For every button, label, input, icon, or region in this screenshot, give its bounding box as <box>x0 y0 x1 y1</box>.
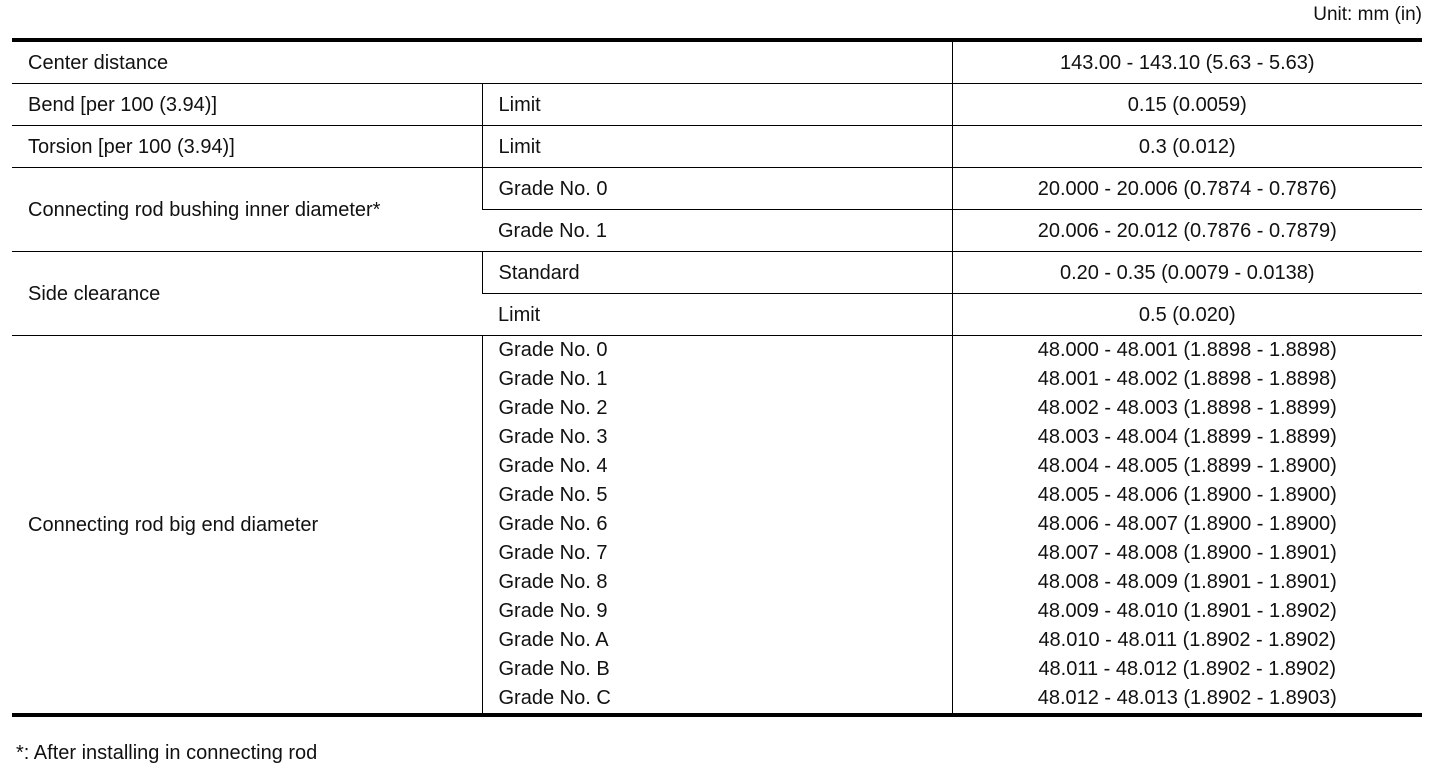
table-row-big-end-diameter <box>12 336 1422 716</box>
grade-item: Grade No. B <box>498 658 610 680</box>
row-label: Connecting rod big end diameter <box>12 336 482 716</box>
grade-value: 48.002 - 48.003 (1.8898 - 1.8899) <box>1037 397 1337 419</box>
unit-label: Unit: mm (in) <box>1313 4 1422 25</box>
row-label: Torsion [per 100 (3.94)] <box>12 126 482 168</box>
grade-item: Grade No. 6 <box>498 513 608 535</box>
grade-item: Grade No. 0 <box>498 339 608 361</box>
row-value: 0.3 (0.012) <box>952 126 1422 168</box>
grade-item: Grade No. 2 <box>498 397 608 419</box>
row-sublabel: Grade No. 0 <box>482 168 952 210</box>
row-value: 0.15 (0.0059) <box>952 84 1422 126</box>
value-list <box>952 336 1422 716</box>
grade-value: 48.001 - 48.002 (1.8898 - 1.8898) <box>1037 368 1337 390</box>
row-sublabel: Standard <box>482 252 952 294</box>
footnote: *: After installing in connecting rod <box>16 742 318 764</box>
row-sublabel: Limit <box>482 126 952 168</box>
grade-value: 48.004 - 48.005 (1.8899 - 1.8900) <box>1037 455 1337 477</box>
grade-list <box>482 336 952 716</box>
row-sublabel: Limit <box>482 294 952 336</box>
grade-value: 48.003 - 48.004 (1.8899 - 1.8899) <box>1037 426 1337 448</box>
grade-item: Grade No. 1 <box>498 368 608 390</box>
row-sublabel: Limit <box>482 84 952 126</box>
grade-item: Grade No. 7 <box>498 542 608 564</box>
grade-value: 48.005 - 48.006 (1.8900 - 1.8900) <box>1037 484 1337 506</box>
row-label: Side clearance <box>12 252 482 336</box>
grade-item: Grade No. 3 <box>498 426 608 448</box>
table-row-bushing-grade-0 <box>12 168 1422 210</box>
grade-value: 48.010 - 48.011 (1.8902 - 1.8902) <box>1038 629 1337 651</box>
connecting-rod-spec-table <box>12 38 1422 717</box>
grade-item: Grade No. 5 <box>498 484 608 506</box>
row-value: 143.00 - 143.10 (5.63 - 5.63) <box>952 40 1422 84</box>
grade-item: Grade No. 4 <box>498 455 608 477</box>
row-label: Center distance <box>12 40 952 84</box>
grade-value: 48.006 - 48.007 (1.8900 - 1.8900) <box>1037 513 1337 535</box>
grade-value: 48.007 - 48.008 (1.8900 - 1.8901) <box>1037 542 1337 564</box>
grade-value: 48.009 - 48.010 (1.8901 - 1.8902) <box>1037 600 1337 622</box>
row-value: 20.006 - 20.012 (0.7876 - 0.7879) <box>952 210 1422 252</box>
grade-item: Grade No. 8 <box>498 571 608 593</box>
grade-value: 48.000 - 48.001 (1.8898 - 1.8898) <box>1037 339 1337 361</box>
table-row-torsion <box>12 126 1422 168</box>
row-label: Bend [per 100 (3.94)] <box>12 84 482 126</box>
grade-value: 48.011 - 48.012 (1.8902 - 1.8902) <box>1038 658 1337 680</box>
row-label: Connecting rod bushing inner diameter* <box>12 168 482 252</box>
row-value: 0.5 (0.020) <box>952 294 1422 336</box>
table-row-bend <box>12 84 1422 126</box>
grade-item: Grade No. C <box>498 687 611 709</box>
grade-item: Grade No. 9 <box>498 600 608 622</box>
grade-value: 48.008 - 48.009 (1.8901 - 1.8901) <box>1037 571 1337 593</box>
row-sublabel: Grade No. 1 <box>482 210 952 252</box>
table-row-center-distance <box>12 40 1422 84</box>
row-value: 0.20 - 0.35 (0.0079 - 0.0138) <box>952 252 1422 294</box>
grade-value: 48.012 - 48.013 (1.8902 - 1.8903) <box>1037 687 1337 709</box>
row-value: 20.000 - 20.006 (0.7874 - 0.7876) <box>952 168 1422 210</box>
grade-item: Grade No. A <box>498 629 609 651</box>
table-row-side-clearance-standard <box>12 252 1422 294</box>
